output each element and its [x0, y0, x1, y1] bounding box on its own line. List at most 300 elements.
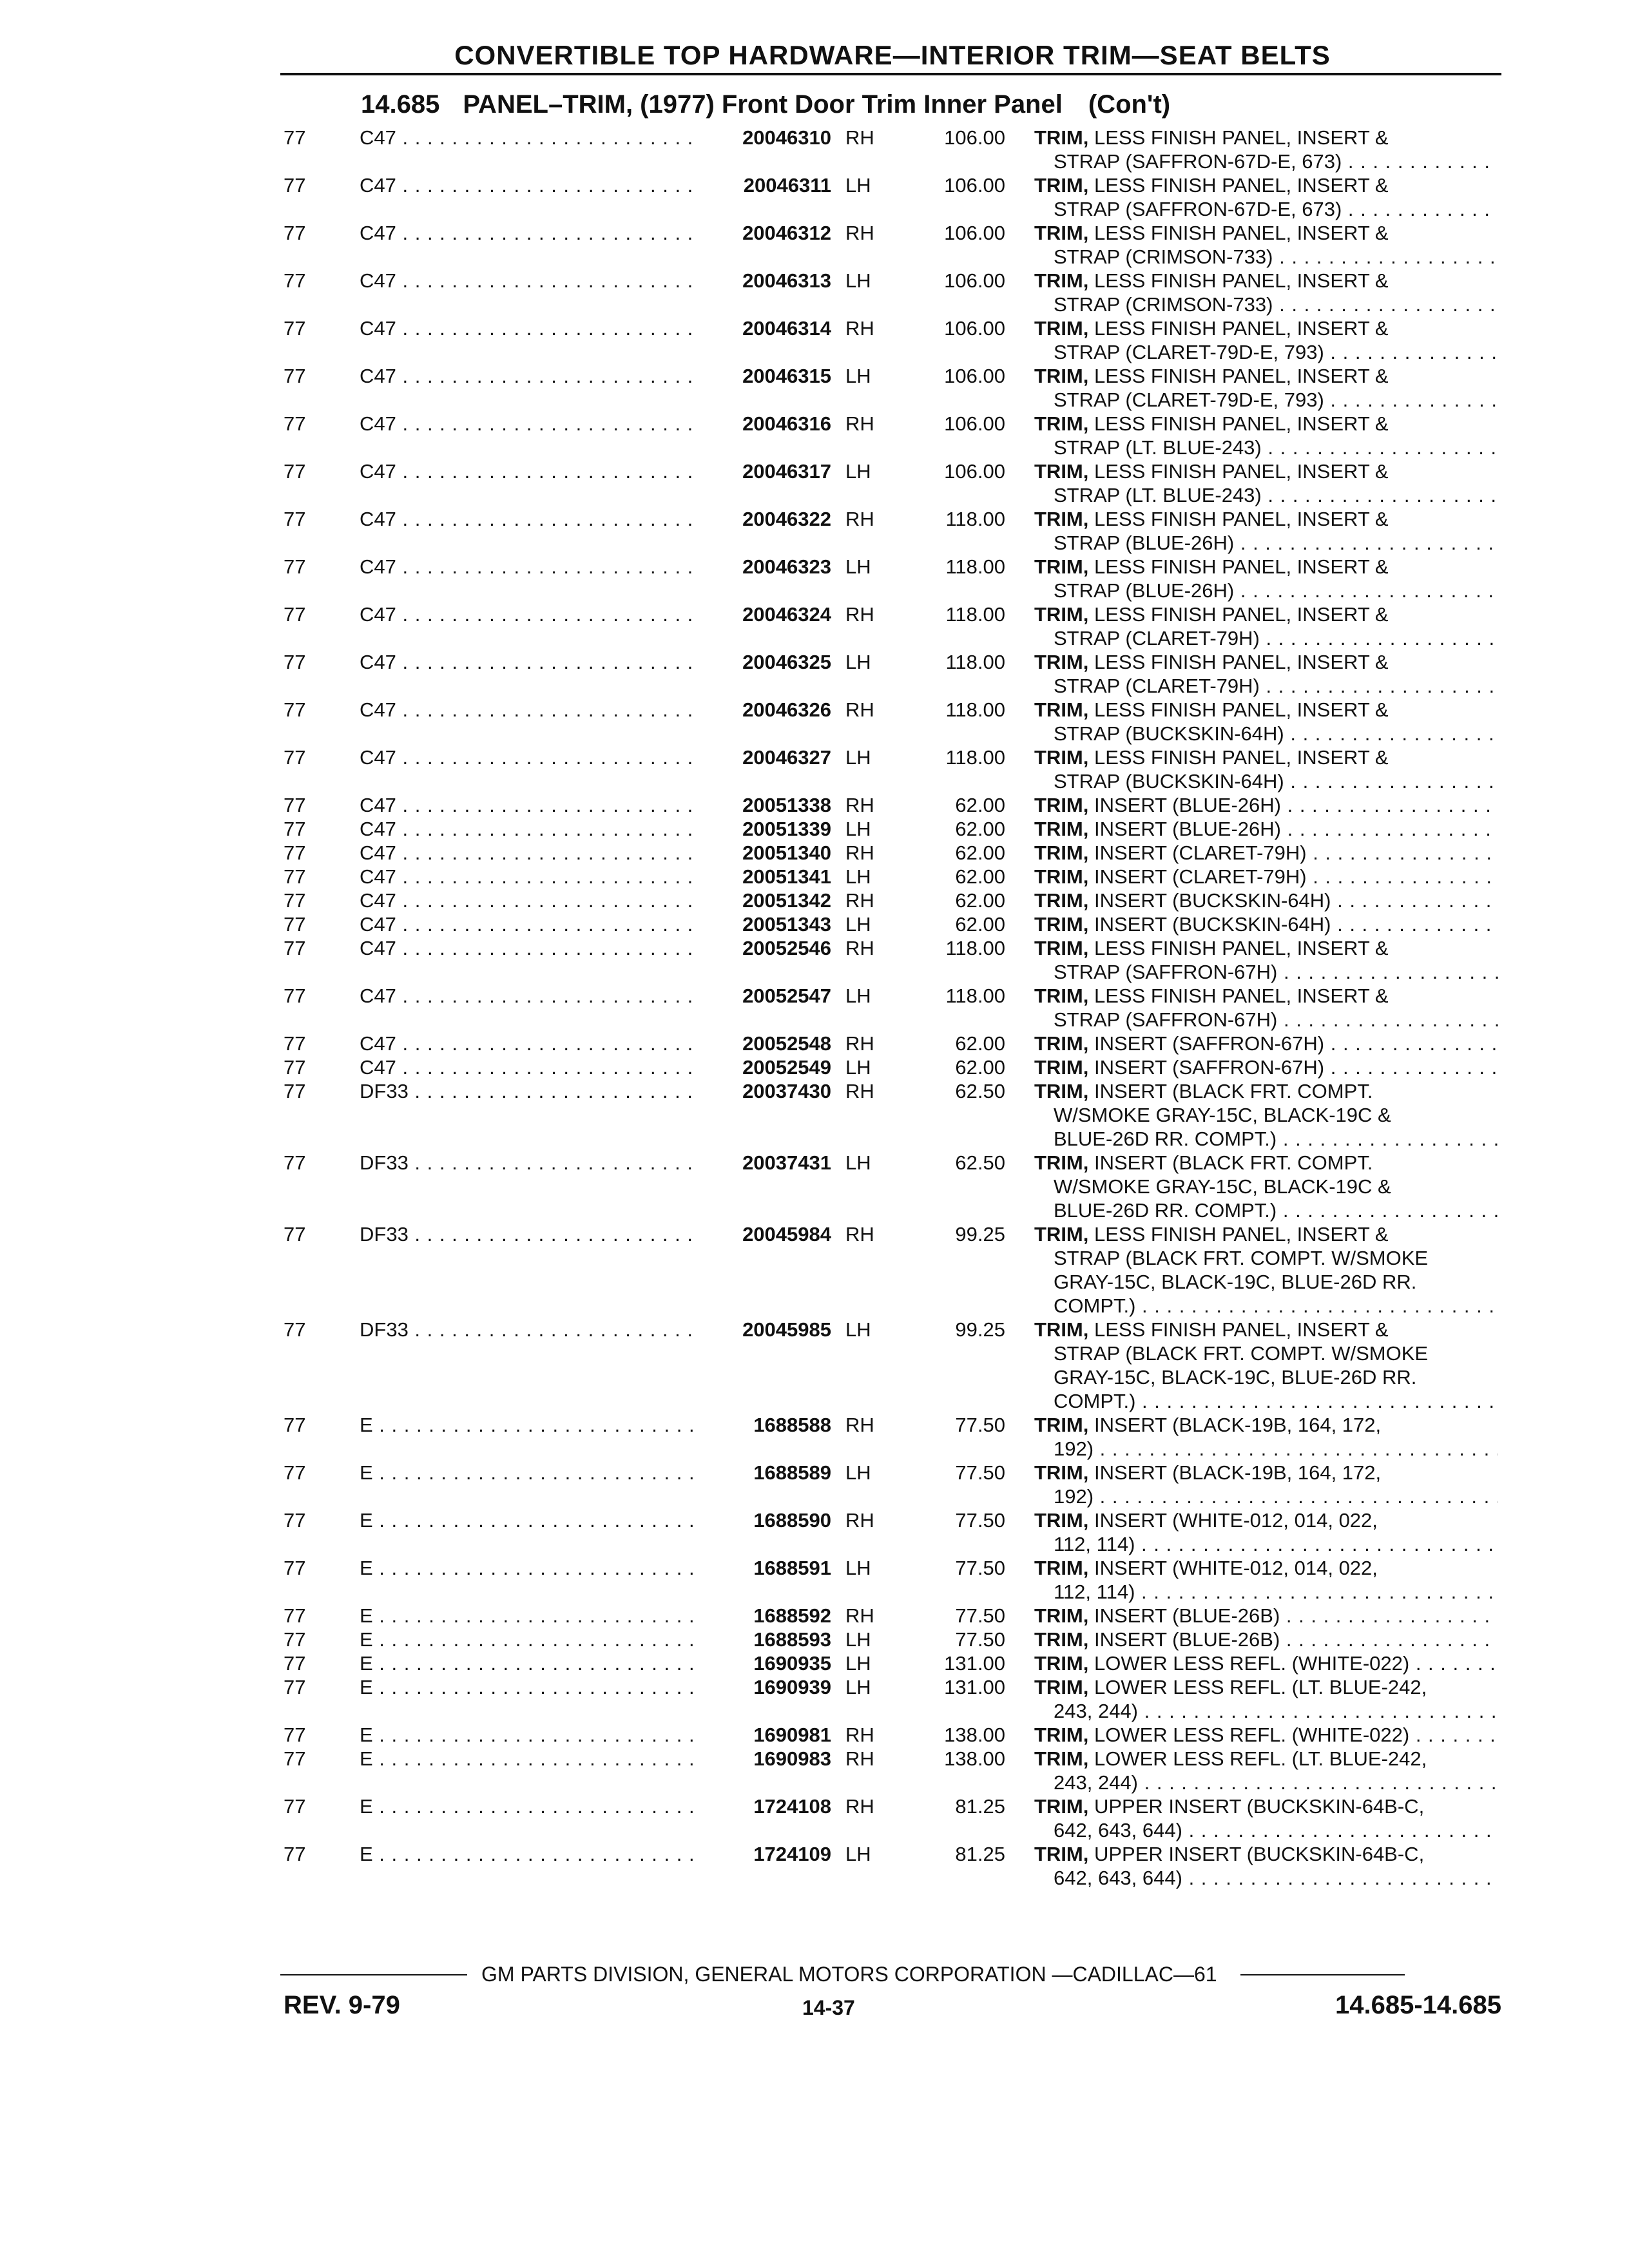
- list-price: 131.00: [944, 1652, 1005, 1675]
- list-price: 118.00: [945, 937, 1005, 959]
- model-code: C47 . . .: [360, 865, 699, 889]
- description-text: LESS FINISH PANEL, INSERT &: [1088, 603, 1389, 626]
- list-price: 77.50: [955, 1628, 1005, 1651]
- description-text: 642, 643, 644): [1054, 1867, 1182, 1889]
- side-code: RH: [845, 508, 874, 530]
- model-code: DF33 . . .: [360, 1079, 699, 1103]
- part-description: [1034, 364, 1498, 412]
- model-code: C47 . . .: [360, 221, 699, 245]
- part-description: [1034, 1055, 1498, 1079]
- model-code: C47 . . .: [360, 412, 699, 436]
- header-rule: [280, 73, 1501, 75]
- model-year: 77: [284, 794, 306, 816]
- model-code: C47 . . .: [360, 173, 699, 197]
- table-row: [0, 1508, 1629, 1556]
- description-line: [1034, 722, 1498, 745]
- description-line: [1034, 912, 1498, 936]
- revision-label: REV. 9-79: [284, 1991, 400, 2019]
- model-year: 77: [284, 555, 306, 578]
- part-number: 20052549: [742, 1056, 831, 1079]
- description-text: INSERT (CLARET-79H): [1088, 865, 1307, 888]
- model-code: C47 . . .: [360, 316, 699, 340]
- model-code: E . . .: [360, 1842, 699, 1866]
- model-code: C47 . . .: [360, 889, 699, 912]
- model-year: 77: [284, 460, 306, 483]
- footer-rule-left: [280, 1974, 467, 1975]
- model-code: E . . .: [360, 1723, 699, 1747]
- description-line: [1034, 1699, 1498, 1723]
- side-code: LH: [845, 865, 871, 888]
- table-row: [0, 889, 1629, 912]
- table-row: [0, 912, 1629, 936]
- part-description: [1034, 1461, 1498, 1508]
- description-line: [1034, 507, 1498, 531]
- model-code: DF33 . . .: [360, 1318, 699, 1341]
- description-keyword: TRIM,: [1034, 1032, 1089, 1055]
- side-code: LH: [845, 555, 871, 578]
- description-keyword: TRIM,: [1034, 222, 1089, 244]
- section-continued: (Con't): [1088, 90, 1171, 119]
- description-line: [1034, 1008, 1498, 1032]
- list-price: 81.25: [955, 1795, 1005, 1818]
- description-text: STRAP (BLUE-26H): [1054, 579, 1235, 602]
- part-description: [1034, 1794, 1498, 1842]
- description-text: INSERT (BLUE-26H): [1088, 818, 1281, 840]
- description-text: COMPT.): [1054, 1294, 1136, 1317]
- list-price: 62.00: [955, 1056, 1005, 1079]
- model-code: C47 . . .: [360, 650, 699, 674]
- description-text: W/SMOKE GRAY-15C, BLACK-19C &: [1054, 1175, 1391, 1198]
- description-line: [1034, 1198, 1498, 1222]
- part-number: 20052547: [742, 985, 831, 1007]
- list-price: 138.00: [944, 1724, 1005, 1746]
- footer-rule-right: [1240, 1974, 1405, 1975]
- list-price: 62.00: [955, 889, 1005, 912]
- table-row: [0, 1055, 1629, 1079]
- model-code: E . . .: [360, 1794, 699, 1818]
- part-description: [1034, 936, 1498, 984]
- part-number: 1690939: [753, 1676, 831, 1698]
- model-year: 77: [284, 841, 306, 864]
- model-code: E . . .: [360, 1747, 699, 1771]
- part-description: [1034, 459, 1498, 507]
- model-code: E . . .: [360, 1508, 699, 1532]
- part-number: 20046322: [742, 508, 831, 530]
- description-line: [1034, 1222, 1498, 1246]
- model-year: 77: [284, 746, 306, 769]
- description-keyword: TRIM,: [1034, 555, 1089, 578]
- model-year: 77: [284, 865, 306, 888]
- list-price: 118.00: [945, 651, 1005, 673]
- part-number: 20046312: [742, 222, 831, 244]
- list-price: 138.00: [944, 1747, 1005, 1770]
- section-number: 14.685: [361, 90, 440, 119]
- side-code: RH: [845, 1414, 874, 1436]
- description-text: STRAP (BLACK FRT. COMPT. W/SMOKE: [1054, 1247, 1429, 1269]
- description-line: [1034, 126, 1498, 149]
- part-number: 1690935: [753, 1652, 831, 1675]
- table-row: [0, 269, 1629, 316]
- side-code: RH: [845, 1080, 874, 1102]
- description-line: [1034, 841, 1498, 865]
- part-number: 1690981: [753, 1724, 831, 1746]
- table-row: [0, 1675, 1629, 1723]
- section-title: [361, 90, 1170, 119]
- part-number: 20046310: [742, 126, 831, 149]
- description-line: [1034, 149, 1498, 173]
- model-code: C47 . . .: [360, 745, 699, 769]
- description-line: [1034, 1246, 1498, 1270]
- list-price: 99.25: [955, 1318, 1005, 1341]
- description-keyword: TRIM,: [1034, 746, 1089, 769]
- model-year: 77: [284, 1151, 306, 1174]
- model-year: 77: [284, 889, 306, 912]
- description-keyword: TRIM,: [1034, 818, 1089, 840]
- side-code: RH: [845, 412, 874, 435]
- side-code: LH: [845, 985, 871, 1007]
- model-year: 77: [284, 1056, 306, 1079]
- model-year: 77: [284, 412, 306, 435]
- description-keyword: TRIM,: [1034, 460, 1089, 483]
- description-text: INSERT (BUCKSKIN-64H): [1088, 889, 1331, 912]
- side-code: RH: [845, 794, 874, 816]
- description-keyword: TRIM,: [1034, 1676, 1089, 1698]
- part-description: [1034, 412, 1498, 459]
- description-keyword: TRIM,: [1034, 865, 1089, 888]
- part-description: [1034, 221, 1498, 269]
- part-number: 20046326: [742, 698, 831, 721]
- model-year: 77: [284, 1509, 306, 1532]
- description-text: GRAY-15C, BLACK-19C, BLUE-26D RR.: [1054, 1271, 1417, 1293]
- description-line: [1034, 1127, 1498, 1151]
- description-text: STRAP (LT. BLUE-243): [1054, 484, 1262, 506]
- description-line: [1034, 817, 1498, 841]
- part-number: 20037431: [742, 1151, 831, 1174]
- description-line: [1034, 1794, 1498, 1818]
- side-code: RH: [845, 1795, 874, 1818]
- description-line: [1034, 745, 1498, 769]
- model-code: C47 . . .: [360, 984, 699, 1008]
- part-description: [1034, 1556, 1498, 1604]
- model-code: E . . .: [360, 1651, 699, 1675]
- description-line: [1034, 269, 1498, 293]
- table-row: [0, 1222, 1629, 1318]
- side-code: RH: [845, 1223, 874, 1245]
- description-text: LESS FINISH PANEL, INSERT &: [1088, 412, 1389, 435]
- part-number: 20046316: [742, 412, 831, 435]
- description-keyword: TRIM,: [1034, 269, 1089, 292]
- side-code: RH: [845, 698, 874, 721]
- table-row: [0, 1413, 1629, 1461]
- description-text: INSERT (BLACK FRT. COMPT.: [1088, 1080, 1373, 1102]
- list-price: 118.00: [945, 508, 1005, 530]
- part-number: 20045985: [742, 1318, 831, 1341]
- table-row: [0, 602, 1629, 650]
- page-number: 14-37: [802, 1996, 855, 2019]
- description-text: INSERT (BLACK-19B, 164, 172,: [1088, 1461, 1382, 1484]
- part-number: 1688590: [753, 1509, 831, 1532]
- description-line: [1034, 1675, 1498, 1699]
- part-description: [1034, 1628, 1498, 1651]
- description-line: [1034, 984, 1498, 1008]
- model-code: E . . .: [360, 1604, 699, 1628]
- description-line: [1034, 1508, 1498, 1532]
- description-line: [1034, 1532, 1498, 1556]
- part-description: [1034, 555, 1498, 602]
- list-price: 118.00: [945, 555, 1005, 578]
- description-keyword: TRIM,: [1034, 1652, 1089, 1675]
- part-description: [1034, 841, 1498, 865]
- description-line: [1034, 1628, 1498, 1651]
- side-code: LH: [845, 174, 871, 197]
- description-text: BLUE-26D RR. COMPT.): [1054, 1128, 1277, 1150]
- description-text: STRAP (CLARET-79D-E, 793): [1054, 389, 1324, 411]
- description-text: INSERT (BLACK-19B, 164, 172,: [1088, 1414, 1382, 1436]
- model-code: C47 . . .: [360, 555, 699, 579]
- model-year: 77: [284, 1414, 306, 1436]
- list-price: 77.50: [955, 1414, 1005, 1436]
- description-keyword: TRIM,: [1034, 508, 1089, 530]
- model-year: 77: [284, 1461, 306, 1484]
- description-text: STRAP (CRIMSON-733): [1054, 293, 1273, 316]
- description-keyword: TRIM,: [1034, 1509, 1089, 1532]
- description-keyword: TRIM,: [1034, 1724, 1089, 1746]
- description-keyword: TRIM,: [1034, 1056, 1089, 1079]
- part-description: [1034, 1032, 1498, 1055]
- description-text: LESS FINISH PANEL, INSERT &: [1088, 508, 1389, 530]
- description-line: [1034, 1461, 1498, 1485]
- side-code: LH: [845, 1628, 871, 1651]
- part-description: [1034, 793, 1498, 817]
- description-keyword: TRIM,: [1034, 1151, 1089, 1174]
- table-row: [0, 1151, 1629, 1222]
- part-number: 20046317: [742, 460, 831, 483]
- list-price: 106.00: [944, 412, 1005, 435]
- part-description: [1034, 602, 1498, 650]
- description-text: LESS FINISH PANEL, INSERT &: [1088, 555, 1389, 578]
- part-description: [1034, 889, 1498, 912]
- footer-publisher: GM PARTS DIVISION, GENERAL MOTORS CORPORATION —CADILLAC—61: [481, 1963, 1217, 1986]
- side-code: RH: [845, 317, 874, 340]
- side-code: RH: [845, 603, 874, 626]
- part-number: 1688591: [753, 1557, 831, 1579]
- description-keyword: TRIM,: [1034, 698, 1089, 721]
- part-description: [1034, 1508, 1498, 1556]
- model-year: 77: [284, 365, 306, 387]
- description-line: [1034, 1389, 1498, 1413]
- list-price: 77.50: [955, 1557, 1005, 1579]
- model-year: 77: [284, 1318, 306, 1341]
- part-description: [1034, 817, 1498, 841]
- description-text: GRAY-15C, BLACK-19C, BLUE-26D RR.: [1054, 1366, 1417, 1389]
- description-text: STRAP (CLARET-79D-E, 793): [1054, 341, 1324, 363]
- description-line: [1034, 1175, 1498, 1198]
- table-row: [0, 841, 1629, 865]
- description-line: [1034, 316, 1498, 340]
- description-keyword: TRIM,: [1034, 1461, 1089, 1484]
- part-description: [1034, 1747, 1498, 1794]
- description-keyword: TRIM,: [1034, 412, 1089, 435]
- description-text: INSERT (WHITE-012, 014, 022,: [1088, 1509, 1378, 1532]
- part-number: 20046323: [742, 555, 831, 578]
- table-row: [0, 1628, 1629, 1651]
- description-text: INSERT (BUCKSKIN-64H): [1088, 913, 1331, 936]
- list-price: 106.00: [944, 317, 1005, 340]
- description-keyword: TRIM,: [1034, 794, 1089, 816]
- description-text: LOWER LESS REFL. (WHITE-022): [1088, 1652, 1410, 1675]
- description-line: [1034, 889, 1498, 912]
- parts-list: [0, 126, 1629, 1890]
- list-price: 62.50: [955, 1080, 1005, 1102]
- table-row: [0, 173, 1629, 221]
- description-text: LESS FINISH PANEL, INSERT &: [1088, 365, 1389, 387]
- description-text: STRAP (BUCKSKIN-64H): [1054, 770, 1284, 793]
- list-price: 62.00: [955, 913, 1005, 936]
- description-text: W/SMOKE GRAY-15C, BLACK-19C &: [1054, 1104, 1391, 1126]
- description-keyword: TRIM,: [1034, 1628, 1089, 1651]
- model-code: C47 . . .: [360, 459, 699, 483]
- part-number: 20046314: [742, 317, 831, 340]
- description-line: [1034, 865, 1498, 889]
- description-line: [1034, 1771, 1498, 1794]
- description-keyword: TRIM,: [1034, 365, 1089, 387]
- part-number: 1688593: [753, 1628, 831, 1651]
- table-row: [0, 1651, 1629, 1675]
- model-code: DF33 . . .: [360, 1151, 699, 1175]
- model-code: C47 . . .: [360, 1032, 699, 1055]
- description-keyword: TRIM,: [1034, 126, 1089, 149]
- description-line: [1034, 1294, 1498, 1318]
- model-year: 77: [284, 269, 306, 292]
- description-text: LESS FINISH PANEL, INSERT &: [1088, 460, 1389, 483]
- description-text: INSERT (WHITE-012, 014, 022,: [1088, 1557, 1378, 1579]
- table-row: [0, 1747, 1629, 1794]
- description-line: [1034, 388, 1498, 412]
- part-number: 1688592: [753, 1604, 831, 1627]
- description-keyword: TRIM,: [1034, 985, 1089, 1007]
- description-text: LESS FINISH PANEL, INSERT &: [1088, 698, 1389, 721]
- model-code: E . . .: [360, 1628, 699, 1651]
- description-text: INSERT (BLUE-26B): [1088, 1604, 1280, 1627]
- list-price: 99.25: [955, 1223, 1005, 1245]
- description-line: [1034, 674, 1498, 698]
- part-number: 20051338: [742, 794, 831, 816]
- table-row: [0, 459, 1629, 507]
- description-line: [1034, 1580, 1498, 1604]
- description-text: LESS FINISH PANEL, INSERT &: [1088, 222, 1389, 244]
- description-keyword: TRIM,: [1034, 913, 1089, 936]
- description-line: [1034, 364, 1498, 388]
- description-text: INSERT (SAFFRON-67H): [1088, 1032, 1325, 1055]
- list-price: 106.00: [944, 269, 1005, 292]
- side-code: LH: [845, 1151, 871, 1174]
- description-text: STRAP (CRIMSON-733): [1054, 245, 1273, 268]
- side-code: LH: [845, 269, 871, 292]
- description-line: [1034, 650, 1498, 674]
- table-row: [0, 650, 1629, 698]
- description-line: [1034, 1604, 1498, 1628]
- description-text: UPPER INSERT (BUCKSKIN-64B-C,: [1088, 1795, 1425, 1818]
- part-description: [1034, 1151, 1498, 1222]
- side-code: RH: [845, 126, 874, 149]
- part-description: [1034, 1318, 1498, 1413]
- part-description: [1034, 507, 1498, 555]
- description-line: [1034, 459, 1498, 483]
- table-row: [0, 793, 1629, 817]
- list-price: 118.00: [945, 746, 1005, 769]
- description-line: [1034, 1842, 1498, 1866]
- table-row: [0, 1318, 1629, 1413]
- part-description: [1034, 984, 1498, 1032]
- part-number: 20037430: [742, 1080, 831, 1102]
- description-text: LESS FINISH PANEL, INSERT &: [1088, 1318, 1389, 1341]
- table-row: [0, 1604, 1629, 1628]
- side-code: LH: [845, 1676, 871, 1698]
- description-text: 112, 114): [1054, 1533, 1135, 1555]
- description-line: [1034, 602, 1498, 626]
- description-line: [1034, 531, 1498, 555]
- page-header-title: CONVERTIBLE TOP HARDWARE—INTERIOR TRIM—SEAT BELTS: [454, 40, 1331, 70]
- part-number: 20052548: [742, 1032, 831, 1055]
- part-description: [1034, 1604, 1498, 1628]
- part-number: 20046327: [742, 746, 831, 769]
- part-number: 20046315: [742, 365, 831, 387]
- list-price: 62.00: [955, 794, 1005, 816]
- part-number: 1690983: [753, 1747, 831, 1770]
- part-description: [1034, 316, 1498, 364]
- model-year: 77: [284, 222, 306, 244]
- description-line: [1034, 698, 1498, 722]
- table-row: [0, 984, 1629, 1032]
- table-row: [0, 126, 1629, 173]
- description-text: LESS FINISH PANEL, INSERT &: [1088, 269, 1389, 292]
- description-text: LESS FINISH PANEL, INSERT &: [1088, 174, 1389, 197]
- list-price: 106.00: [944, 460, 1005, 483]
- list-price: 62.00: [955, 841, 1005, 864]
- model-year: 77: [284, 913, 306, 936]
- part-number: 20051343: [742, 913, 831, 936]
- list-price: 106.00: [944, 174, 1005, 197]
- part-description: [1034, 1675, 1498, 1723]
- description-text: STRAP (CLARET-79H): [1054, 675, 1260, 697]
- part-description: [1034, 1723, 1498, 1747]
- model-year: 77: [284, 174, 306, 197]
- model-code: C47 . . .: [360, 841, 699, 865]
- description-text: 642, 643, 644): [1054, 1819, 1182, 1841]
- part-description: [1034, 1222, 1498, 1318]
- list-price: 131.00: [944, 1676, 1005, 1698]
- list-price: 118.00: [945, 985, 1005, 1007]
- side-code: LH: [845, 1461, 871, 1484]
- part-number: 20051342: [742, 889, 831, 912]
- model-code: E . . .: [360, 1413, 699, 1437]
- model-year: 77: [284, 1080, 306, 1102]
- model-code: C47 . . .: [360, 912, 699, 936]
- side-code: LH: [845, 365, 871, 387]
- side-code: LH: [845, 1056, 871, 1079]
- model-code: E . . .: [360, 1675, 699, 1699]
- description-text: 192): [1054, 1437, 1094, 1460]
- description-text: STRAP (BLACK FRT. COMPT. W/SMOKE: [1054, 1342, 1429, 1365]
- description-text: STRAP (LT. BLUE-243): [1054, 436, 1262, 459]
- description-line: [1034, 1103, 1498, 1127]
- description-line: [1034, 1055, 1498, 1079]
- description-text: STRAP (SAFFRON-67D-E, 673): [1054, 198, 1342, 220]
- side-code: LH: [845, 460, 871, 483]
- part-description: [1034, 912, 1498, 936]
- description-text: 243, 244): [1054, 1771, 1138, 1794]
- description-line: [1034, 412, 1498, 436]
